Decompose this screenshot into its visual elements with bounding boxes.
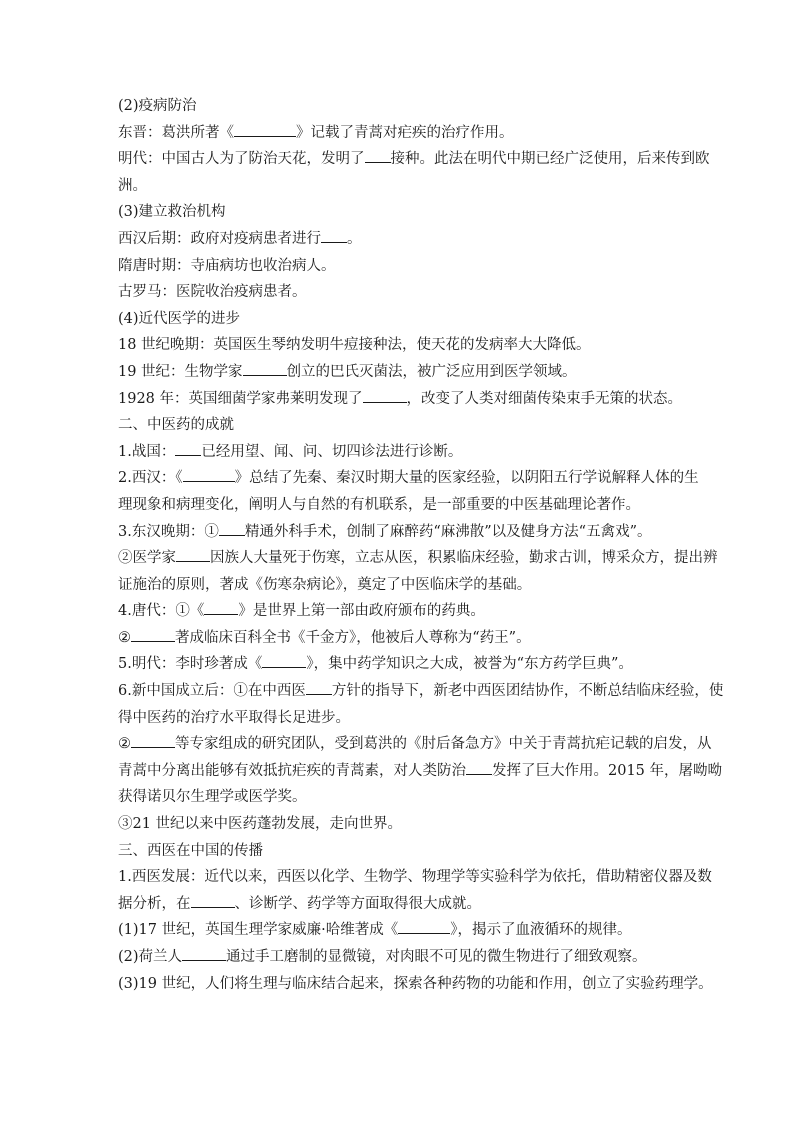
text: ②医学家	[118, 550, 176, 567]
text-line	[118, 173, 688, 200]
text: 据分析，在	[118, 895, 191, 912]
text: 3.东汉晚期：①	[118, 523, 219, 540]
text: 已经用望、闻、问、切四诊法进行诊断。	[201, 443, 463, 460]
text: ③21 世纪以来中医药蓬勃发展，走向世界。	[118, 816, 403, 833]
text: 1.西医发展：近代以来，西医以化学、生物学、物理学等实验科学为依托，借助精密仪器及数	[118, 869, 712, 886]
text: 三、西医在中国的传播	[118, 842, 263, 859]
text: 通过手工磨制的显微镜，对肉眼不可见的微生物进行了细致观察。	[226, 949, 647, 965]
text: 2.西汉：《	[118, 470, 183, 487]
text: 精通外科手术，创制了麻醉药“麻沸散”以及健身方法“五禽戏”。	[244, 523, 652, 540]
text: 》记载了青蒿对疟疾的治疗作用。	[296, 124, 514, 141]
text-line	[118, 120, 688, 147]
fill-blank[interactable]	[234, 122, 296, 137]
text: 。	[347, 230, 362, 247]
text-line	[118, 226, 688, 253]
text-line	[118, 598, 688, 625]
fill-blank[interactable]	[191, 893, 235, 908]
fill-blank[interactable]	[243, 361, 287, 376]
text-line	[118, 944, 688, 971]
text-line	[118, 465, 699, 492]
text-line	[118, 784, 688, 811]
text: 青蒿中分离出能够有效抵抗疟疾的青蒿素，对人类防治	[118, 762, 466, 779]
text: ②	[118, 629, 131, 646]
fill-blank[interactable]	[398, 919, 450, 934]
text: 》是世界上第一部由政府颁布的药典。	[238, 603, 485, 620]
text: 5.明代：李时珍著成《	[118, 656, 263, 673]
text-line	[118, 332, 688, 359]
text-line	[118, 651, 688, 678]
text: (1)17 世纪，英国生理学家威廉·哈维著成《	[118, 922, 399, 939]
text: 19 世纪：生物学家	[118, 363, 243, 380]
text-line	[118, 864, 712, 891]
text: 1928 年：英国细菌学家弗莱明发现了	[118, 390, 363, 407]
text: 发挥了巨大作用。2015 年，屠呦呦	[492, 762, 723, 779]
fill-blank[interactable]	[262, 653, 306, 668]
text-line	[118, 758, 723, 785]
text: ，改变了人类对细菌传染束手无策的状态。	[406, 390, 683, 407]
fill-blank[interactable]	[219, 521, 245, 536]
text-line	[118, 917, 688, 944]
text: 古罗马：医院收治疫病患者。	[118, 284, 307, 301]
text-line	[118, 519, 688, 546]
text: 证施治的原则，著成《伤寒杂病论》，奠定了中医临床学的基础。	[118, 576, 532, 593]
text: 理现象和病理变化，阐明人与自然的有机联系，是一部重要的中医基础理论著作。	[118, 496, 640, 513]
text-line	[118, 705, 688, 732]
fill-blank[interactable]	[131, 733, 175, 748]
text: (2)荷兰人	[118, 949, 183, 965]
text: 4.唐代：①《	[118, 603, 205, 620]
text-line	[118, 971, 713, 998]
section-heading	[118, 412, 688, 439]
text: 接种。此法在明代中期已经广泛使用，后来传到欧	[390, 151, 710, 168]
text: 著成临床百科全书《千金方》，他被后人尊称为“药王”。	[175, 629, 531, 646]
fill-blank[interactable]	[321, 228, 347, 243]
text: 得中医药的治疗水平取得长足进步。	[118, 709, 350, 726]
text: 》总结了先秦、秦汉时期大量的医家经验，以阴阳五行学说解释人体的生	[234, 470, 699, 487]
text-line	[118, 731, 712, 758]
fill-blank[interactable]	[204, 600, 238, 615]
text: 西汉后期：政府对疫病患者进行	[118, 230, 321, 247]
text: 明代：中国古人为了防治天花，发明了	[118, 151, 365, 168]
text-line	[118, 359, 688, 386]
text: 创立的巴氏灭菌法，被广泛应用到医学领域。	[286, 363, 577, 380]
text-line	[118, 545, 718, 572]
text: 获得诺贝尔生理学或医学奖。	[118, 789, 307, 806]
text: 洲。	[118, 177, 147, 194]
text: 因族人大量死于伤寒，立志从医，积累临床经验，勤求古训，博采众方，提出辨	[210, 550, 718, 567]
document-page	[118, 93, 724, 997]
text-line	[118, 386, 688, 413]
text-line	[118, 439, 688, 466]
text: 》，揭示了血液循环的规律。	[450, 922, 632, 939]
text: (3)19 世纪，人们将生理与临床结合起来，探索各种药物的功能和作用，创立了实验药理学。	[118, 975, 713, 992]
fill-blank[interactable]	[365, 148, 391, 163]
fill-blank[interactable]	[466, 760, 492, 775]
section-heading	[118, 93, 688, 120]
text: 方针的指导下，新老中西医团结协作，不断总结临床经验，使	[331, 683, 724, 700]
text: 》，集中药学知识之大成，被誉为“东方药学巨典”。	[306, 656, 633, 673]
text-line	[118, 492, 688, 519]
fill-blank[interactable]	[175, 441, 201, 456]
text: (2)疫病防治	[118, 98, 197, 114]
fill-blank[interactable]	[363, 388, 407, 403]
fill-blank[interactable]	[131, 627, 175, 642]
text-line	[118, 625, 688, 652]
section-heading	[118, 199, 688, 226]
text-line	[118, 891, 688, 918]
section-heading	[118, 306, 688, 333]
text: 等专家组成的研究团队，受到葛洪的《肘后备急方》中关于青蒿抗疟记载的启发，从	[175, 736, 712, 753]
text-line	[118, 279, 688, 306]
fill-blank[interactable]	[182, 946, 226, 961]
text-line	[118, 572, 688, 599]
fill-blank[interactable]	[176, 547, 210, 562]
fill-blank[interactable]	[306, 680, 332, 695]
text: 隋唐时期：寺庙病坊也收治病人。	[118, 257, 336, 274]
text: 、诊断学、药学等方面取得很大成就。	[234, 895, 481, 912]
text-line	[118, 253, 688, 280]
section-heading	[118, 838, 688, 865]
text: (3)建立救治机构	[118, 204, 226, 221]
text: 6.新中国成立后：①在中西医	[118, 683, 306, 700]
text-line	[118, 146, 710, 173]
text: 1.战国：	[118, 443, 176, 460]
text: ②	[118, 736, 131, 753]
text: (4)近代医学的进步	[118, 310, 241, 327]
text: 东晋：葛洪所著《	[118, 124, 234, 141]
text: 18 世纪晚期：英国医生琴纳发明牛痘接种法，使天花的发病率大大降低。	[118, 337, 591, 354]
text-line	[118, 678, 724, 705]
text-line	[118, 811, 688, 838]
text: 二、中医药的成就	[118, 417, 234, 434]
fill-blank[interactable]	[183, 467, 235, 482]
